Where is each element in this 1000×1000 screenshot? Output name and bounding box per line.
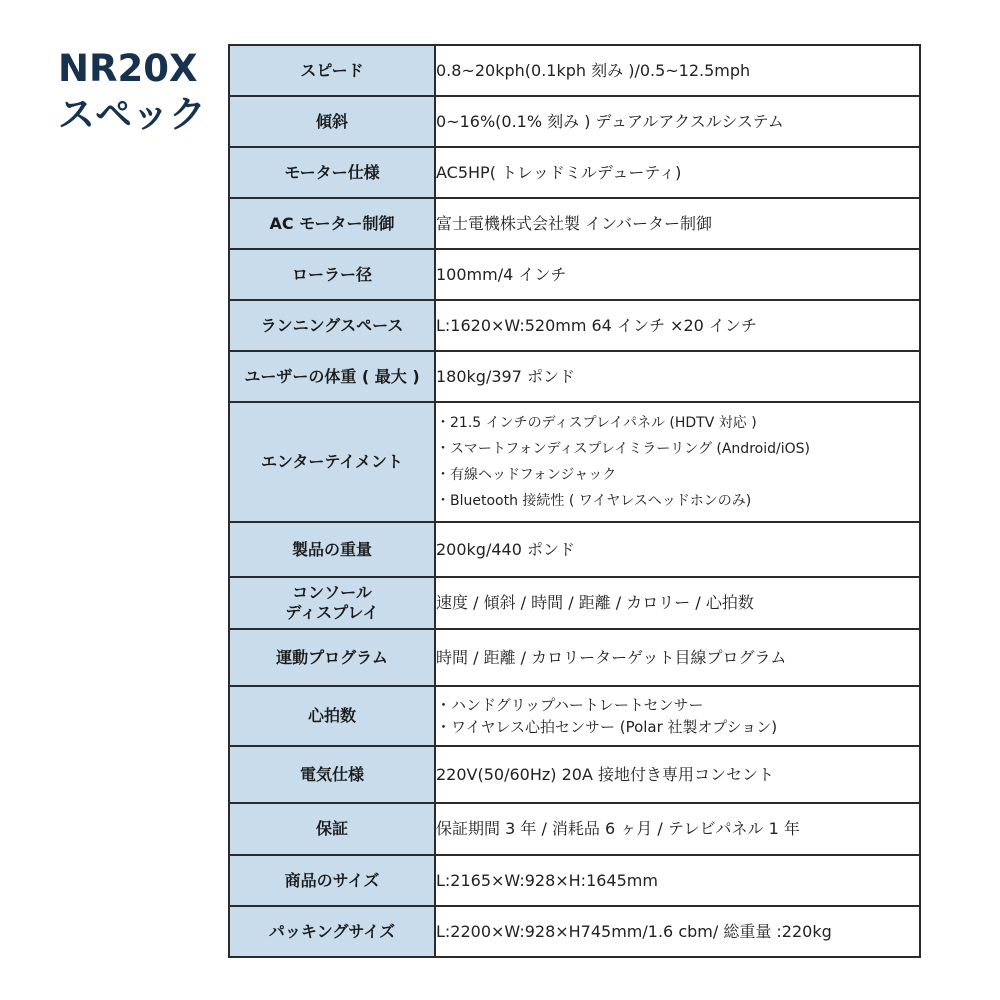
spec-row — [229, 300, 920, 351]
spec-row — [229, 855, 920, 906]
spec-label-text: ローラー径 — [291, 264, 372, 284]
spec-value — [435, 351, 920, 402]
spec-value — [435, 249, 920, 300]
spec-value-line: 保証期間 3 年 / 消耗品 6 ヶ月 / テレビパネル 1 年 — [436, 819, 800, 838]
spec-value-line: L:2200×W:928×H745mm/1.6 cbm/ 総重量 :220kg — [436, 921, 832, 941]
spec-row — [229, 629, 920, 686]
spec-label-text: ディスプレイ — [285, 603, 379, 622]
spec-label-text: 心拍数 — [307, 706, 356, 725]
spec-value — [435, 147, 920, 198]
spec-label — [229, 351, 435, 402]
spec-row — [229, 402, 920, 522]
spec-value — [435, 803, 920, 855]
spec-row — [229, 351, 920, 402]
spec-label-text: モーター仕様 — [284, 162, 380, 182]
spec-value — [435, 577, 920, 629]
spec-row — [229, 577, 920, 629]
spec-label-text: AC モーター制御 — [269, 213, 395, 233]
spec-value-line: 0.8~20kph(0.1kph 刻み )/0.5~12.5mph — [436, 60, 751, 80]
spec-row — [229, 803, 920, 855]
spec-value-line: L:1620×W:520mm 64 インチ ×20 インチ — [436, 315, 757, 335]
spec-row — [229, 249, 920, 300]
spec-value — [435, 198, 920, 249]
spec-value-line: ・スマートフォンディスプレイミラーリング (Android/iOS) — [436, 441, 810, 457]
spec-label-text: パッキングサイズ — [268, 921, 396, 941]
spec-label-text: エンターテイメント — [260, 452, 404, 471]
spec-value — [435, 746, 920, 803]
spec-label-text: 電気仕様 — [299, 764, 364, 784]
spec-value-line: 時間 / 距離 / カロリーターゲット目線プログラム — [436, 647, 787, 667]
spec-row — [229, 96, 920, 147]
spec-value-line: ・21.5 インチのディスプレイパネル (HDTV 対応 ) — [436, 415, 757, 431]
spec-value-line: ・ハンドグリップハートレートセンサー — [436, 696, 704, 714]
spec-value-line: 180kg/397 ポンド — [436, 366, 575, 386]
spec-row — [229, 198, 920, 249]
spec-row — [229, 522, 920, 577]
spec-value — [435, 686, 920, 746]
spec-label — [229, 45, 435, 96]
spec-value-line: 220V(50/60Hz) 20A 接地付き専用コンセント — [436, 764, 774, 784]
spec-label — [229, 402, 435, 522]
spec-value — [435, 629, 920, 686]
spec-value-line: 0~16%(0.1% 刻み ) デュアルアクスルシステム — [436, 111, 784, 131]
spec-label-text: 運動プログラム — [276, 647, 388, 667]
spec-label — [229, 803, 435, 855]
spec-label-text: スピード — [300, 60, 364, 80]
spec-value — [435, 522, 920, 577]
spec-value-line: 速度 / 傾斜 / 時間 / 距離 / カロリー / 心拍数 — [436, 593, 754, 612]
spec-label — [229, 249, 435, 300]
spec-value — [435, 855, 920, 906]
spec-label-text: 傾斜 — [315, 111, 348, 131]
spec-value — [435, 906, 920, 957]
spec-label-text: 製品の重量 — [291, 539, 372, 559]
spec-label-text: 商品のサイズ — [284, 870, 380, 890]
spec-value — [435, 96, 920, 147]
spec-value-line: ・有線ヘッドフォンジャック — [436, 467, 617, 483]
spec-label — [229, 746, 435, 803]
spec-label — [229, 147, 435, 198]
spec-value-line: L:2165×W:928×H:1645mm — [436, 870, 658, 890]
spec-value-line: 富士電機株式会社製 インバーター制御 — [436, 213, 712, 233]
spec-value-line: 200kg/440 ポンド — [436, 539, 575, 559]
spec-value — [435, 45, 920, 96]
page-title — [58, 46, 206, 138]
spec-value-line: 100mm/4 インチ — [436, 264, 567, 284]
title-model: NR20X — [58, 47, 198, 90]
spec-label — [229, 906, 435, 957]
spec-value-line: ・Bluetooth 接続性 ( ワイヤレスヘッドホンのみ) — [436, 493, 752, 509]
spec-label-text: ランニングスペース — [260, 315, 404, 335]
spec-value — [435, 402, 920, 522]
spec-label — [229, 522, 435, 577]
title-subtitle: スペック — [58, 93, 206, 136]
spec-label-text: ユーザーの体重 ( 最大 ) — [244, 366, 420, 386]
spec-row — [229, 147, 920, 198]
spec-label — [229, 577, 435, 629]
spec-label — [229, 629, 435, 686]
spec-row — [229, 906, 920, 957]
spec-value — [435, 300, 920, 351]
spec-label — [229, 96, 435, 147]
spec-row — [229, 45, 920, 96]
spec-label — [229, 686, 435, 746]
spec-label — [229, 198, 435, 249]
spec-table-body — [229, 45, 920, 957]
spec-row — [229, 686, 920, 746]
spec-value-line: ・ワイヤレス心拍センサー (Polar 社製オプション) — [436, 718, 778, 736]
spec-label-text: 保証 — [315, 819, 348, 838]
spec-value-line: AC5HP( トレッドミルデューティ) — [436, 162, 682, 182]
spec-table — [228, 44, 921, 958]
spec-row — [229, 746, 920, 803]
spec-label — [229, 855, 435, 906]
spec-label-text: コンソール — [292, 583, 372, 602]
spec-label — [229, 300, 435, 351]
